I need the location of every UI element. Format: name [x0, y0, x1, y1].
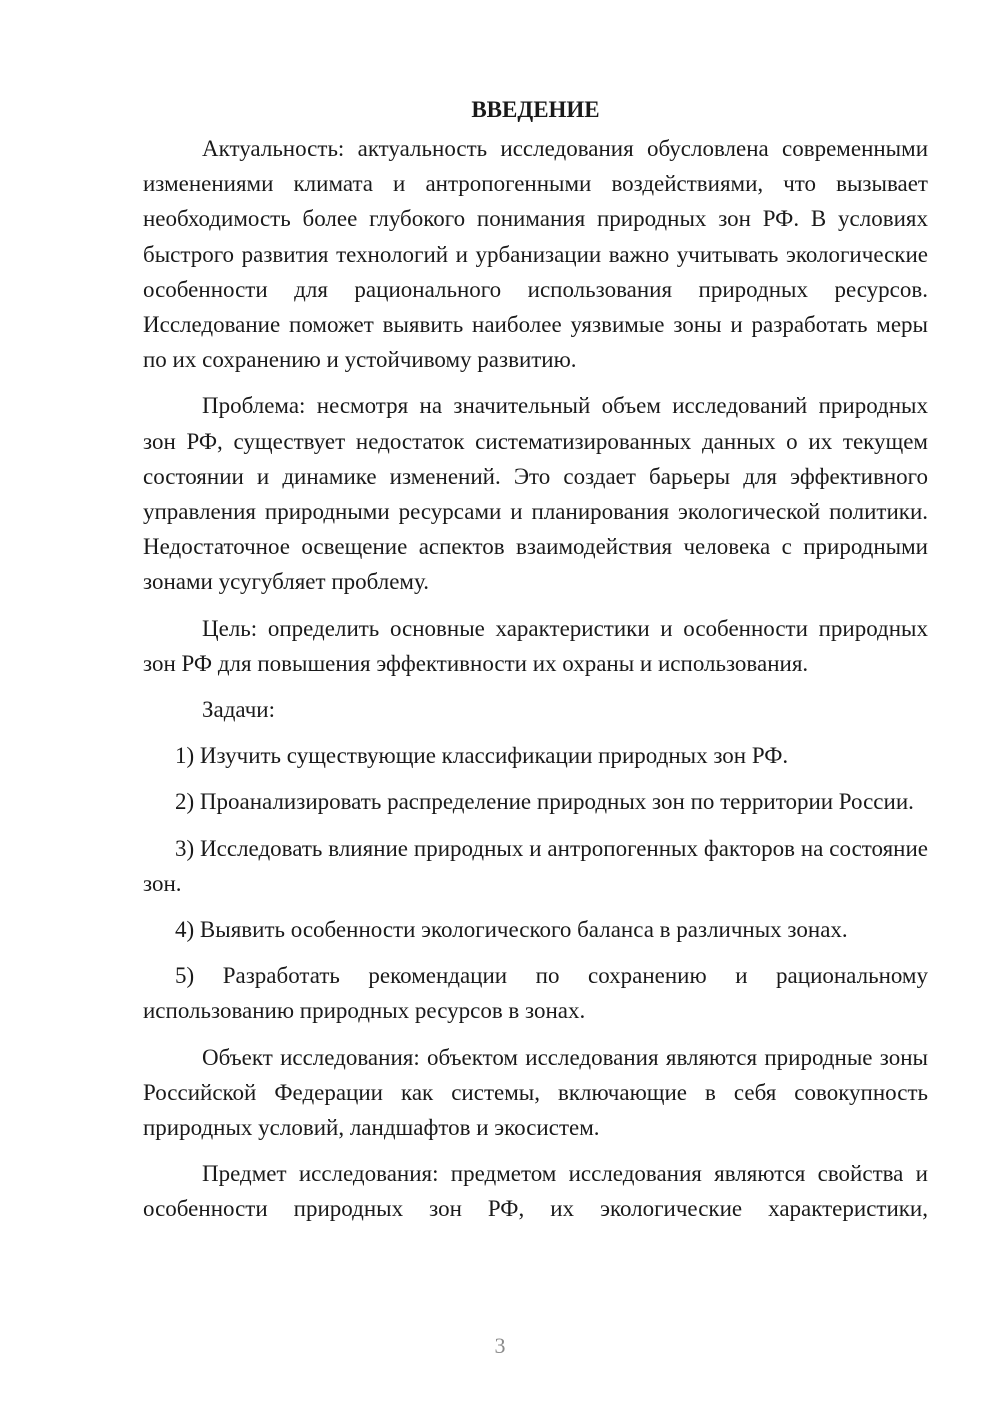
paragraph-subject: Предмет исследования: предметом исследования являются свойства и особенности природных зон РФ, их экологические характеристики,: [143, 1161, 928, 1222]
task-item-4: 4) Выявить особенности экологического баланса в различных зонах.: [175, 917, 848, 943]
paragraph-problem: Проблема: несмотря на значительный объем исследований природных зон РФ, существует недостаток систематизированных данных о их текущем состоянии и динамике изменений. Это создает барьеры для эффективного управления природными ресурсами и планирования экологической политики. Недостаточное освещение аспектов взаимодействия человека с природными зонами усугубляет проблему.: [143, 393, 928, 595]
page-content: [143, 92, 928, 1238]
tasks-heading: Задачи:: [202, 697, 275, 723]
task-item-2: 2) Проанализировать распределение природных зон по территории России.: [175, 789, 914, 815]
task-item-5: 5) Разработать рекомендации по сохранению и рациональному использованию природных ресурсов в зонах.: [143, 963, 928, 1024]
section-title: ВВЕДЕНИЕ: [471, 97, 600, 122]
paragraph-relevance: Актуальность: актуальность исследования обусловлена современными изменениями климата и антропогенными воздействиями, что вызывает необходимость более глубокого понимания природных зон РФ. В условиях быстрого развития технологий и урбанизации важно учитывать экологические особенности для рационального использования природных ресурсов. Исследование поможет выявить наиболее уязвимые зоны и разработать меры по их сохранению и устойчивому развитию.: [143, 136, 928, 373]
paragraph-goal: Цель: определить основные характеристики и особенности природных зон РФ для повышения эффективности их охраны и использования.: [143, 615, 928, 676]
task-item-1: 1) Изучить существующие классификации природных зон РФ.: [175, 743, 789, 769]
task-item-3: 3) Исследовать влияние природных и антропогенных факторов на состояние зон.: [143, 835, 928, 896]
page-number: 3: [494, 1333, 506, 1358]
paragraph-object: Объект исследования: объектом исследования являются природные зоны Российской Федерации как системы, включающие в себя совокупность природных условий, ландшафтов и экосистем.: [143, 1044, 928, 1141]
